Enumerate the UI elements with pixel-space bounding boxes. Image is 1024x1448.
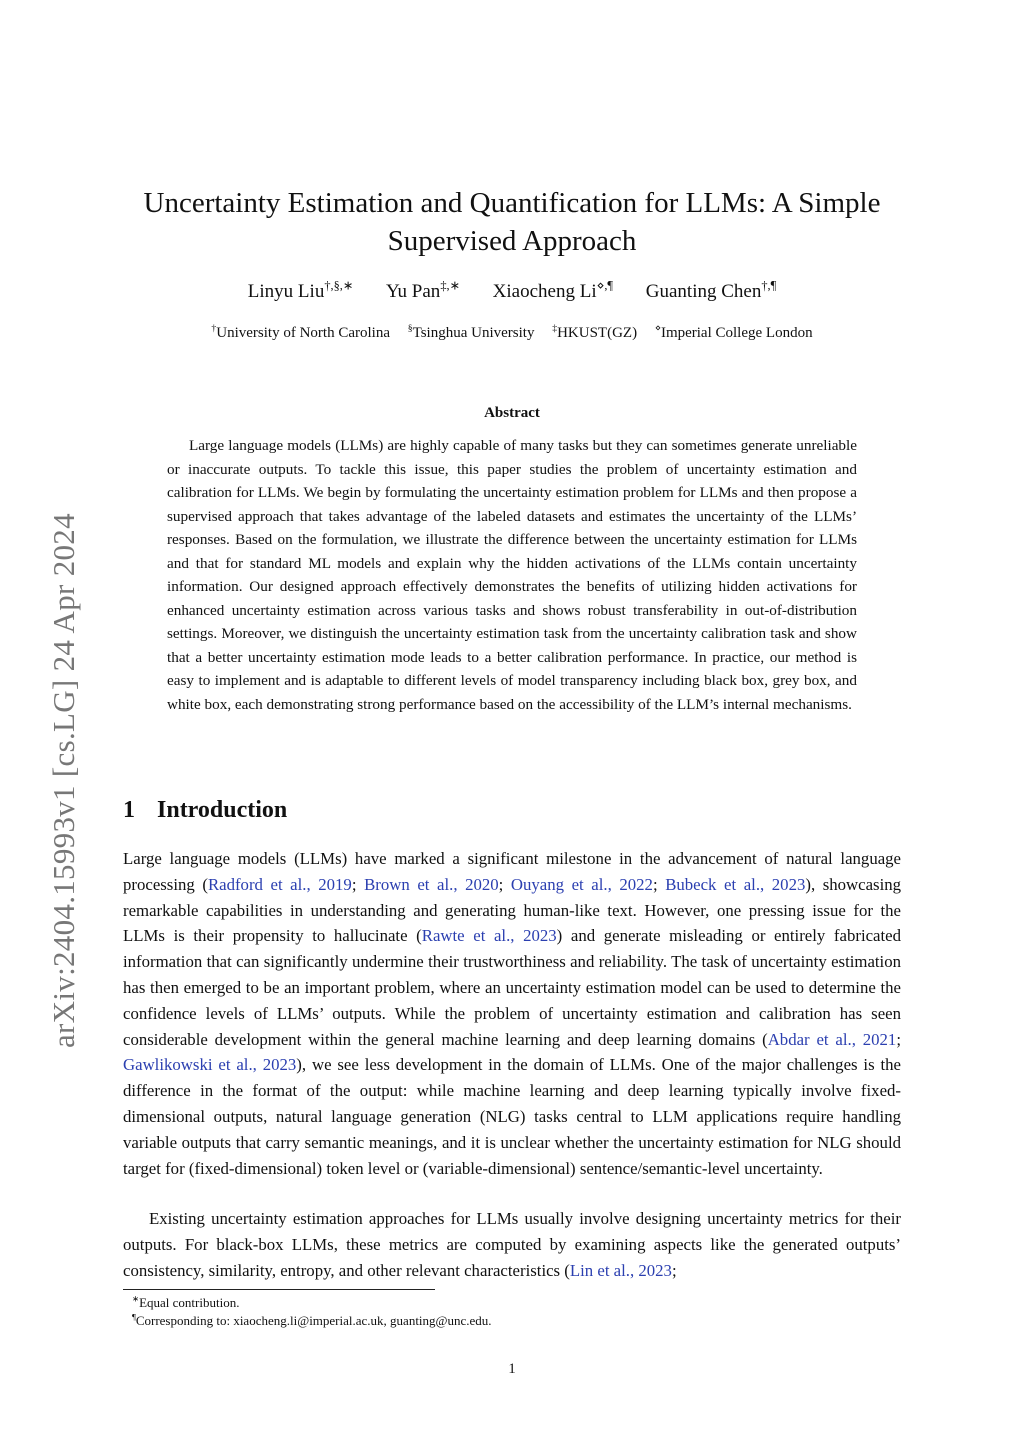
text-run: ), we see less development in the domain of LLMs. One of the major challenges is the difference in the format of the output: while machine learning and deep learning typically involve fixed-dimensional outputs, natural language generation (NLG) tasks central to LLM applications require handling variable outputs that carry semantic meanings, and it is unclear whether the uncertainty estimation for NLG should target for (fixed-dimensional) token level or (variable-dimensional) sentence/semantic-level uncertainty. [123, 1055, 901, 1178]
footnote-text: Equal contribution. [139, 1295, 240, 1310]
author-name: Linyu Liu [247, 281, 325, 302]
citation-link[interactable]: Brown et al., 2020 [364, 874, 499, 894]
text-run: Existing uncertainty estimation approaches for LLMs usually involve designing uncertainty metrics for their outputs. For black-box LLMs, these metrics are computed by examining aspects like the generated outputs’ consistency, similarity, entropy, and other relevant characteristics ( [123, 1209, 901, 1280]
footnotes [132, 1293, 492, 1330]
affiliation-name: HKUST(GZ) [557, 325, 638, 341]
text-run: ; [896, 1029, 901, 1049]
text-run: ; [351, 874, 365, 894]
affiliation-mark: ⋄ [654, 323, 661, 334]
footnote [132, 1311, 492, 1330]
author-marks: †,§,∗ [324, 278, 354, 293]
citation-link[interactable]: Gawlikowski et al., 2023 [123, 1055, 297, 1075]
author-list [110, 278, 914, 303]
author-name: Xiaocheng Li [492, 281, 597, 302]
citation-link[interactable]: Ouyang et al., 2022 [510, 874, 653, 894]
text-run: Large language models (LLMs) have marked a significant milestone in the advancement of natural language processing ( [123, 849, 901, 894]
citation-link[interactable]: Bubeck et al., 2023 [665, 874, 806, 894]
text-run: ; [652, 874, 666, 894]
affiliation [655, 325, 813, 341]
text-run: ), showcasing remarkable capabilities in understanding and generating human-like text. However, one pressing issue for the LLMs is their propensity to hallucinate ( [123, 874, 902, 946]
abstract-text: Large language models (LLMs) are highly capable of many tasks but they can sometimes generate unreliable or inaccurate outputs. To tackle this issue, this paper studies the problem of uncertainty estimation and calibration for LLMs. We begin by formulating the uncertainty estimation problem for LLMs and then propose a supervised approach that takes advantage of the labeled datasets and estimates the uncertainty of the LLMs’ responses. Based on the formulation, we illustrate the difference between the uncertainty estimation for LLMs and that for standard ML models and explain why the hidden activations of the LLMs contain uncertainty information. Our designed approach effectively demonstrates the benefits of utilizing hidden activations for enhanced uncertainty estimation across various tasks and shows robust transferability in out-of-distribution settings. Moreover, we distinguish the uncertainty estimation task from the uncertainty calibration task and show that a better uncertainty estimation mode leads to a better calibration performance. In practice, our method is easy to implement and is adaptable to different levels of model transparency including black box, grey box, and white box, each demonstrating strong performance based on the accessibility of the LLM’s internal mechanisms. [167, 437, 857, 713]
author [645, 278, 777, 302]
affiliation-name: Tsinghua University [412, 325, 535, 341]
affiliation [552, 325, 637, 341]
footnote-rule [123, 1289, 435, 1290]
author-name: Yu Pan [385, 281, 441, 302]
author-marks: ‡,∗ [440, 278, 460, 293]
author-name: Guanting Chen [645, 281, 762, 302]
intro-paragraph-2 [123, 1206, 901, 1283]
citation-link[interactable]: Rawte et al., 2023 [421, 926, 557, 946]
affiliation-name: University of North Carolina [216, 325, 390, 341]
page-number: 1 [508, 1361, 516, 1377]
footnote [132, 1293, 492, 1312]
abstract-heading: Abstract [484, 405, 540, 421]
text-run: ) and generate misleading or entirely fabricated information that can significantly undermine their trustworthiness and reliability. The task of uncertainty estimation has then emerged to be an important problem, where an uncertainty estimation model can be used to determine the confidence levels of LLMs’ outputs. While the problem of uncertainty estimation and calibration has seen considerable development within the general machine learning and deep learning domains ( [123, 926, 902, 1049]
text-run: ; [671, 1260, 677, 1280]
affiliation [408, 325, 535, 341]
citation-link[interactable]: Abdar et al., 2021 [767, 1029, 897, 1049]
author-marks: ⋄,¶ [596, 278, 614, 293]
text-run: ; [498, 874, 511, 894]
footnote-text: Corresponding to: xiaocheng.li@imperial.ac.uk, guanting@unc.edu. [135, 1313, 492, 1328]
footnote-mark: ∗ [132, 1293, 140, 1304]
citation-link[interactable]: Lin et al., 2023 [569, 1260, 672, 1280]
section-title: Introduction [157, 797, 288, 823]
affiliation [211, 325, 390, 341]
section-number: 1 [123, 797, 135, 823]
citation-link[interactable]: Radford et al., 2019 [207, 874, 352, 894]
affiliation-mark: † [211, 323, 217, 334]
affiliation-mark: § [407, 323, 413, 334]
author-marks: †,¶ [761, 278, 777, 293]
author [492, 278, 614, 302]
author [385, 278, 460, 302]
arxiv-identifier-stamp: arXiv:2404.15993v1 [cs.LG] 24 Apr 2024 [46, 513, 81, 1048]
affiliation-name: Imperial College London [660, 325, 813, 341]
paper-title: Uncertainty Estimation and Quantification for LLMs: A Simple Supervised Approach [143, 187, 881, 257]
section-heading [123, 797, 287, 824]
affiliation-list [110, 325, 914, 342]
author [247, 278, 354, 302]
intro-paragraph-1 [123, 846, 901, 1181]
footnote-mark: ¶ [132, 1311, 136, 1322]
affiliation-mark: ‡ [552, 323, 558, 334]
